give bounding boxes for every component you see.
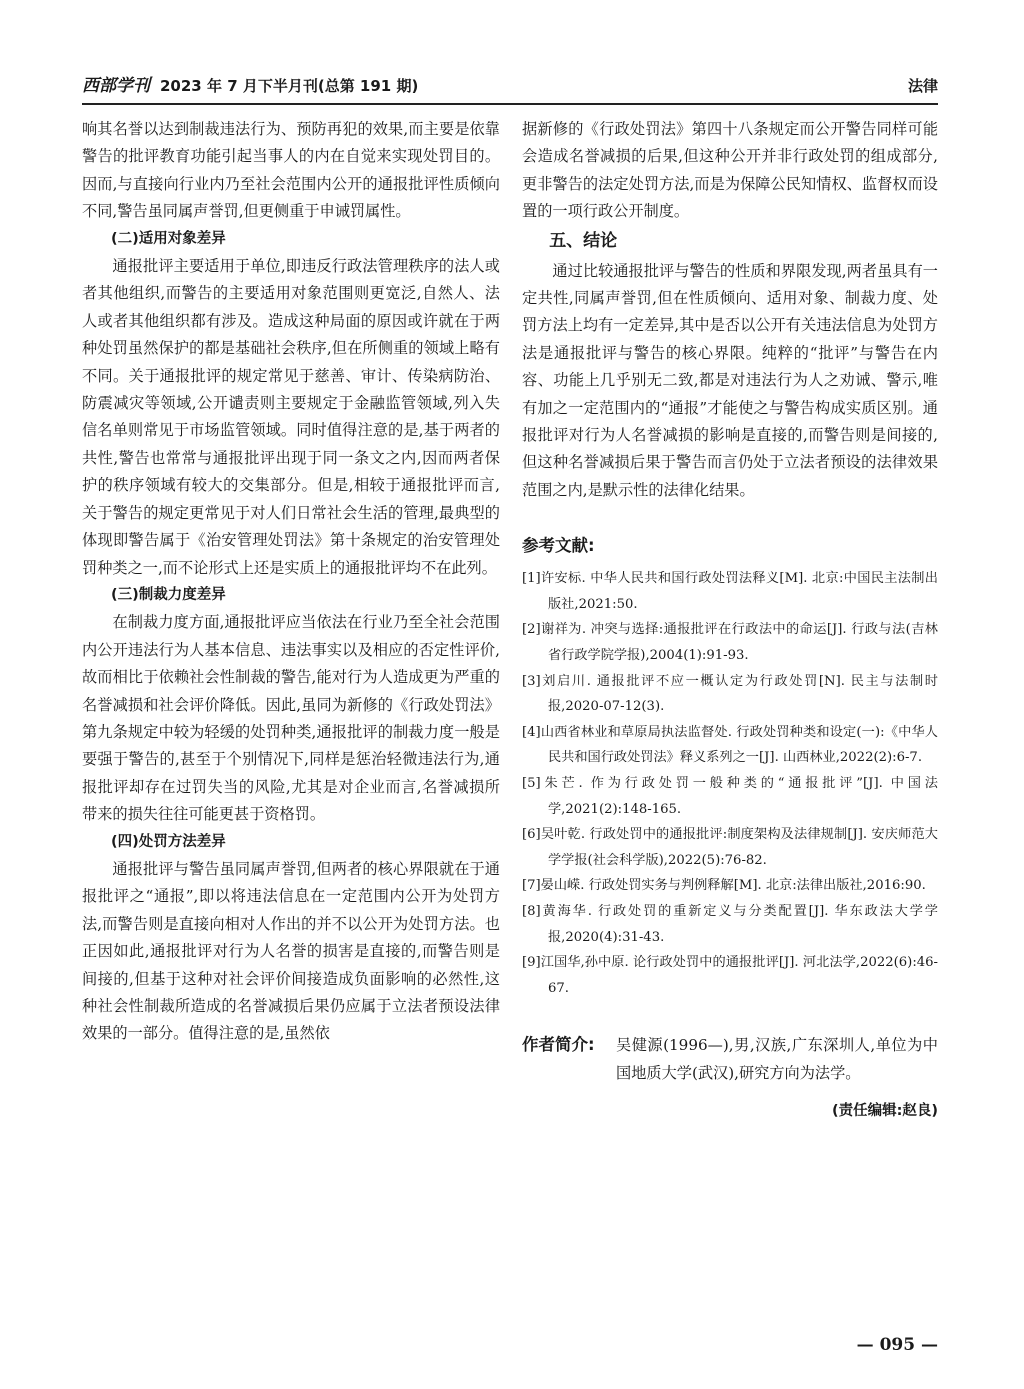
reference-item: [3]刘启川. 通报批评不应一概认定为行政处罚[N]. 民主与法制时报,2020-07-12(3). <box>522 673 938 715</box>
continued-paragraph: 响其名誉以达到制裁违法行为、预防再犯的效果,而主要是依靠警告的批评教育功能引起当事人的内在自觉来实现处罚目的。因而,与直接向行业内乃至社会范围内公开的通报批评性质倾向不同,警告虽同属声誉罚,但更侧重于申诫罚属性。 <box>82 120 500 221</box>
references-title: 参考文献: <box>522 536 595 556</box>
reference-item: [2]谢祥为. 冲突与选择:通报批评在行政法中的命运[J]. 行政与法(吉林省行政学院学报),2004(1):91-93. <box>522 622 938 664</box>
page-number: — 095 — <box>856 1335 938 1355</box>
reference-item: [1]许安标. 中华人民共和国行政处罚法释义[M]. 北京:中国民主法制出版社,2021:50. <box>522 571 938 612</box>
section-heading-conclusion: 五、结论 <box>549 230 618 251</box>
reference-item: [5]朱芒. 作为行政处罚一般种类的“通报批评”[J]. 中国法学,2021(2):148-165. <box>522 776 938 817</box>
section-label: 法律 <box>907 77 938 95</box>
reference-item: [7]晏山嵘. 行政处罚实务与判例释解[M]. 北京:法律出版社,2016:90. <box>522 878 926 894</box>
subsection-heading-sanction-intensity: (三)制裁力度差异 <box>111 586 226 603</box>
reference-item: [8]黄海华. 行政处罚的重新定义与分类配置[J]. 华东政法大学学报,2020(4):31-43. <box>522 904 938 945</box>
header-divider <box>82 103 938 105</box>
paragraph-conclusion: 通过比较通报批评与警告的性质和界限发现,两者虽具有一定共性,同属声誉罚,但在性质倾向、适用对象、制裁力度、处罚方法上均有一定差异,其中是否以公开有关违法信息为处罚方法是通报批评与警告的核心界限。纯粹的“批评”与警告在内容、功能上几乎别无二致,都是对违法行为人之劝诫、警示,唯有加之一定范围内的“通报”才能使之与警告构成实质区别。通报批评对行为人名誉减损的影响是直接的,而警告则是间接的,但这种名誉减损后果于警告而言仍处于立法者预设的法律效果范围之内,是默示性的法律化结果。 <box>522 261 938 499</box>
journal-logo: 西部学刊 <box>82 76 150 96</box>
reference-item: [4]山西省林业和草原局执法监督处. 行政处罚种类和设定(一):《中华人民共和国行政处罚法》释义系列之一[J]. 山西林业,2022(2):6-7. <box>522 724 938 766</box>
paragraph-penalty-method: 通报批评与警告虽同属声誉罚,但两者的核心界限就在于通报批评之“通报”,即以将违法信息在一定范围内公开为处罚方法,而警告则是直接向相对人作出的并不以公开为处罚方法。也正因如此,通报批评对行为人名誉的损害是直接的,而警告则是间接的,但基于这种对社会评价间接造成负面影响的必然性,这种社会性制裁所造成的名誉减损后果仍应属于立法者预设法律效果的一部分。值得注意的是,虽然依 <box>82 859 500 1043</box>
author-bio-text: 吴健源(1996—),男,汉族,广东深圳人,单位为中国地质大学(武汉),研究方向为法学。 <box>616 1036 938 1083</box>
paragraph-sanction-intensity: 在制裁力度方面,通报批评应当依法在行业乃至全社会范围内公开违法行为人基本信息、违法事实以及相应的否定性评价,故而相比于依赖社会性制裁的警告,能对行为人造成更为严重的名誉减损和社会评价降低。因此,虽同为新修的《行政处罚法》第九条规定中较为轻缓的处罚种类,通报批评的制裁力度一般是要强于警告的,甚至于个别情况下,同样是惩治轻微违法行为,通报批评却存在过罚失当的风险,尤其是对企业而言,名誉减损所带来的损失往往可能更甚于资格罚。 <box>82 613 500 824</box>
reference-item: [6]吴叶乾. 行政处罚中的通报批评:制度架构及法律规制[J]. 安庆师范大学学报(社会科学版),2022(5):76-82. <box>522 827 938 868</box>
right-column <box>522 116 938 1123</box>
continued-paragraph-right: 据新修的《行政处罚法》第四十八条规定而公开警告同样可能会造成名誉减损的后果,但这种公开并非行政处罚的组成部分,更非警告的法定处罚方法,而是为保障公民知情权、监督权而设置的一项行政公开制度。 <box>522 120 938 221</box>
responsible-editor: (责任编辑:赵良) <box>831 1103 938 1120</box>
reference-list <box>522 566 938 1001</box>
page-header <box>82 74 938 100</box>
subsection-heading-penalty-method: (四)处罚方法差异 <box>111 833 226 850</box>
author-bio-label: 作者简介: <box>522 1035 595 1055</box>
issue-info: 2023 年 7 月下半月刊(总第 191 期) <box>160 77 419 95</box>
paragraph-applicable-objects: 通报批评主要适用于单位,即违反行政法管理秩序的法人或者其他组织,而警告的主要适用对象范围则更宽泛,自然人、法人或者其他组织都有涉及。造成这种局面的原因或许就在于两种处罚虽然保护的都是基础社会秩序,但在所侧重的领域上略有不同。关于通报批评的规定常见于慈善、审计、传染病防治、防震减灾等领域,公开谴责则主要规定于金融监管领域,列入失信名单则常见于市场监管领域。同时值得注意的是,基于两者的共性,警告也常常与通报批评出现于同一条文之内,因而两者保护的秩序领域有较大的交集部分。但是,相较于通报批评而言,关于警告的规定更常见于对人们日常社会生活的管理,最典型的体现即警告属于《治安管理处罚法》第十条规定的治安管理处罚种类之一,而不论形式上还是实质上的通报批评均不在此列。 <box>82 257 500 577</box>
author-bio <box>522 1031 938 1087</box>
left-column <box>82 116 500 1048</box>
subsection-heading-applicable-objects: (二)适用对象差异 <box>111 230 226 247</box>
reference-item: [9]江国华,孙中原. 论行政处罚中的通报批评[J]. 河北法学,2022(6):46-67. <box>522 955 938 996</box>
